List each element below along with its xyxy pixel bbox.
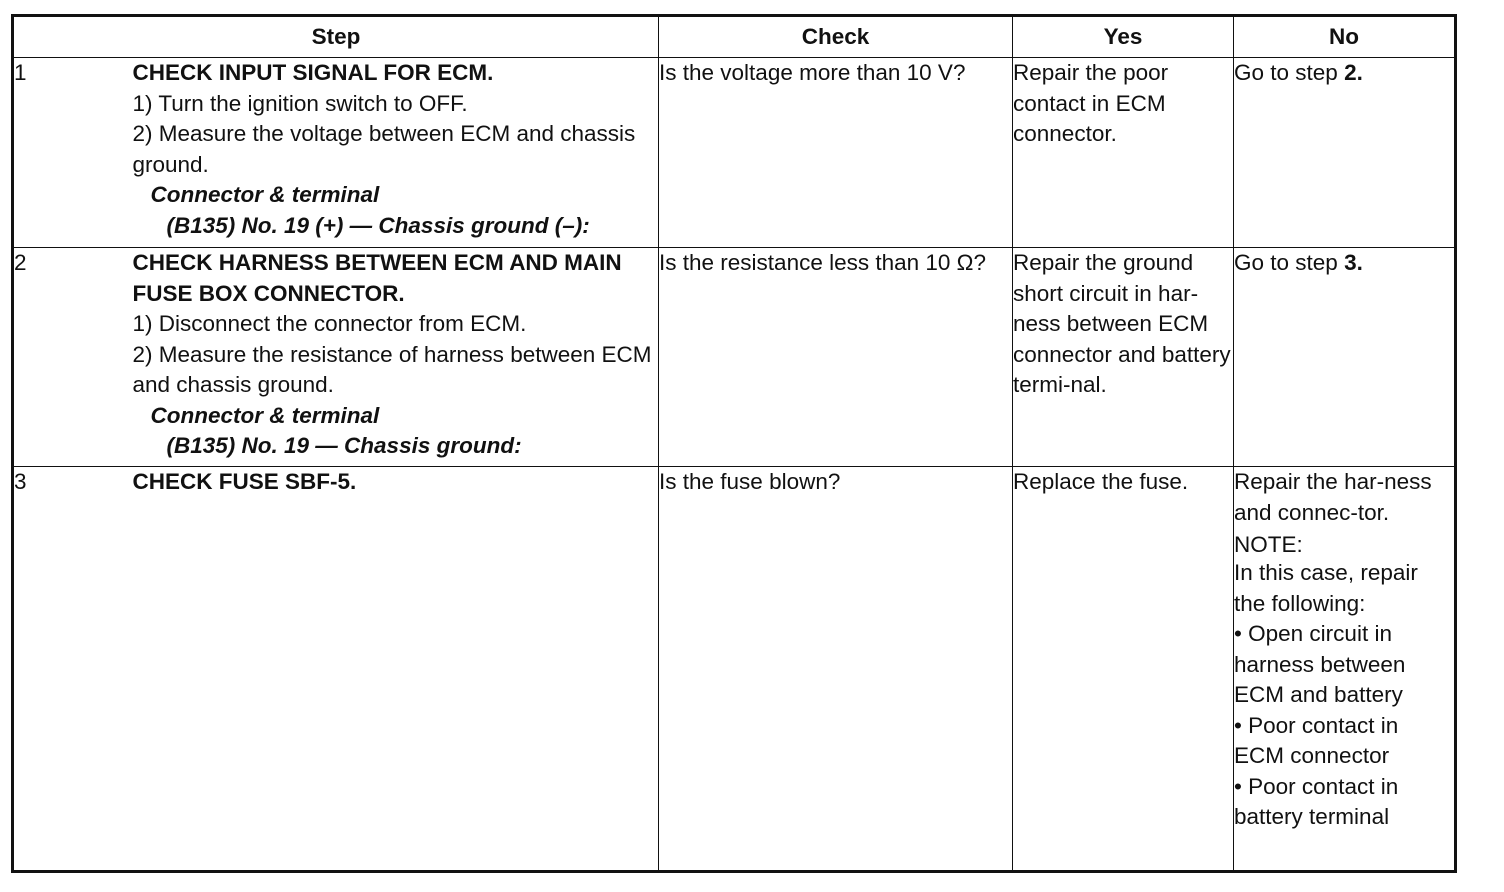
- note-item: • Poor contact in ECM connector: [1234, 712, 1399, 768]
- diagnostic-table: [11, 14, 1457, 873]
- table-row: [13, 248, 1456, 467]
- step-cell: [133, 467, 659, 872]
- note-item: • Open circuit in harness between ECM and battery: [1234, 621, 1406, 707]
- no-cell: [1234, 58, 1456, 248]
- step-title: CHECK FUSE SBF-5.: [132, 469, 357, 494]
- terminal-spec: (B135) No. 19 (+) — Chassis ground (–):: [166, 212, 590, 238]
- note-label: NOTE:: [1234, 532, 1303, 557]
- no-goto-text: Go to step: [1234, 250, 1338, 275]
- header-step: Step: [13, 16, 659, 58]
- step-cell: [133, 58, 659, 248]
- step-cell: [133, 248, 659, 467]
- check-cell: Is the voltage more than 10 V?: [659, 58, 1013, 248]
- substep: 2) Measure the resistance of harness between ECM and chassis ground.: [132, 341, 652, 397]
- check-cell: Is the resistance less than 10 Ω?: [659, 248, 1013, 467]
- table-row: [13, 58, 1456, 248]
- step-title: CHECK INPUT SIGNAL FOR ECM.: [132, 60, 494, 85]
- yes-cell: Repair the ground short circuit in har-ness between ECM connector and battery termi-nal.: [1013, 248, 1234, 467]
- no-cell: [1234, 248, 1456, 467]
- header-row: [13, 16, 1456, 58]
- no-text: Repair the har-ness and connec-tor.: [1234, 469, 1432, 525]
- yes-cell: Repair the poor contact in ECM connector.: [1013, 58, 1234, 248]
- no-cell: [1234, 467, 1456, 872]
- substep: 2) Measure the voltage between ECM and chassis ground.: [132, 121, 636, 177]
- note-item: • Poor contact in battery terminal: [1234, 773, 1399, 829]
- step-title: CHECK HARNESS BETWEEN ECM AND MAIN FUSE BOX CONNECTOR.: [132, 250, 622, 306]
- substep: 1) Turn the ignition switch to OFF.: [132, 90, 468, 116]
- no-goto-text: Go to step: [1234, 60, 1338, 85]
- check-cell: Is the fuse blown?: [659, 467, 1013, 872]
- header-no: No: [1234, 16, 1456, 58]
- header-check: Check: [659, 16, 1013, 58]
- substep: 1) Disconnect the connector from ECM.: [132, 311, 527, 336]
- step-number: 1: [13, 58, 133, 248]
- header-yes: Yes: [1013, 16, 1234, 58]
- no-goto-step: 3.: [1344, 250, 1363, 275]
- terminal-spec: (B135) No. 19 — Chassis ground:: [166, 433, 522, 458]
- no-goto-step: 2.: [1344, 60, 1363, 85]
- table-row: [13, 467, 1456, 872]
- connector-label: Connector & terminal: [150, 402, 380, 428]
- connector-label: Connector & terminal: [150, 182, 380, 207]
- step-number: 2: [13, 248, 133, 467]
- yes-cell: Replace the fuse.: [1013, 467, 1234, 872]
- note-intro: In this case, repair the following:: [1234, 560, 1418, 616]
- step-number: 3: [13, 467, 133, 872]
